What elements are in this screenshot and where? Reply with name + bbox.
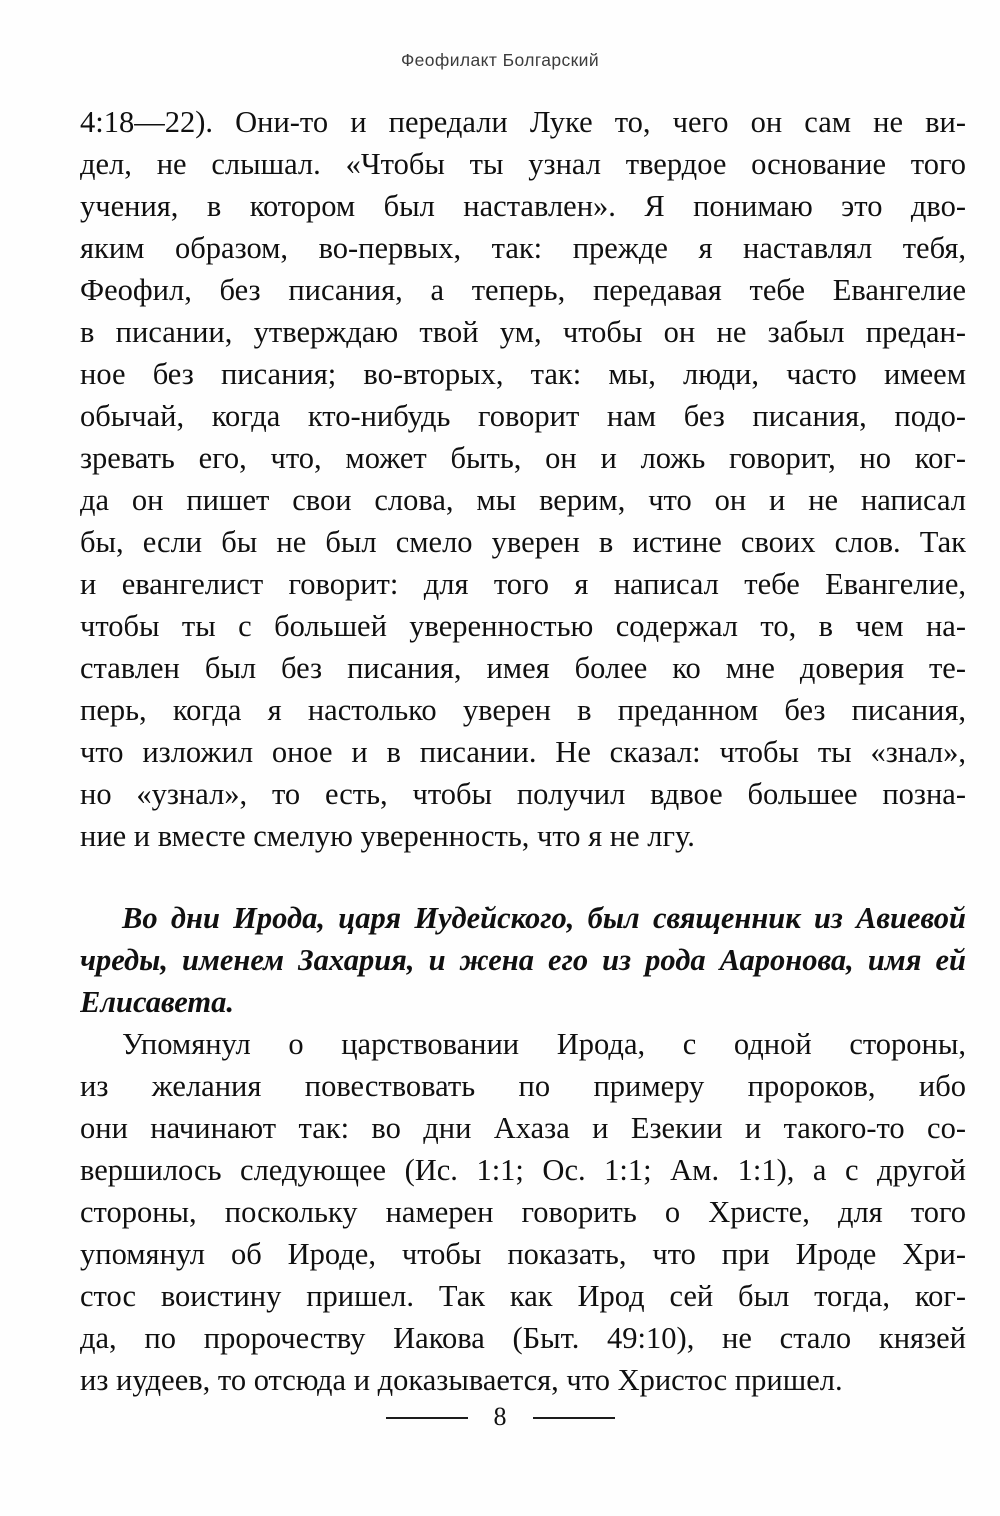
page-number: 8 (493, 1402, 507, 1431)
text-line: Феофил, без писания, а теперь, передавая тебе Евангелие (80, 273, 966, 307)
text-line: но «узнал», то есть, чтобы получил вдвое большее позна- (80, 777, 966, 811)
running-header: Феофилакт Болгарский (400, 50, 600, 70)
text-line: да, по пророчеству Иакова (Быт. 49:10), не стало князей (80, 1321, 966, 1355)
footer-left-rule (386, 1417, 468, 1420)
text-line: что изложил оное и в писании. Не сказал: чтобы ты «знал», (80, 735, 966, 769)
text-line: учения, в котором был наставлен». Я понимаю это дво- (80, 189, 966, 223)
text-line: упомянул об Ироде, чтобы показать, что при Ироде Хри- (80, 1237, 966, 1271)
text-line: они начинают так: во дни Ахаза и Езекии и такого-то со- (80, 1111, 966, 1145)
text-line: яким образом, во-первых, так: прежде я наставлял тебя, (80, 231, 966, 265)
text-line: чреды, именем Захария, и жена его из рода Ааронова, имя ей (80, 943, 966, 977)
text-line: бы, если бы не был смело уверен в истине своих слов. Так (80, 525, 966, 559)
text-line: из желания повествовать по примеру пророков, ибо (80, 1069, 966, 1103)
text-line: 4:18—22). Они-то и передали Луке то, чего он сам не ви- (80, 105, 966, 139)
paragraph-1 (80, 101, 966, 857)
text-line: из иудеев, то отсюда и доказывается, что Христос пришел. (80, 1363, 843, 1397)
text-line: дел, не слышал. «Чтобы ты узнал твердое основание того (80, 147, 966, 181)
text-line: Во дни Ирода, царя Иудейского, был священник из Авиевой (122, 901, 966, 935)
text-line: в писании, утверждаю твой ум, чтобы он не забыл предан- (80, 315, 966, 349)
text-line: вершилось следующее (Ис. 1:1; Ос. 1:1; Ам. 1:1), а с другой (80, 1153, 966, 1187)
paragraph-3 (80, 1023, 966, 1401)
text-line: да он пишет свои слова, мы верим, что он и не написал (80, 483, 966, 517)
text-line: Упомянул о царствовании Ирода, с одной стороны, (122, 1027, 966, 1061)
text-line: ние и вместе смелую уверенность, что я не лгу. (80, 819, 695, 853)
text-line: зревать его, что, может быть, он и ложь говорит, но ког- (80, 441, 966, 475)
page-footer (0, 1398, 1000, 1438)
text-line: стос воистину пришел. Так как Ирод сей был тогда, ког- (80, 1279, 966, 1313)
text-line: ное без писания; во-вторых, так: мы, люди, часто имеем (80, 357, 966, 391)
body-text-block (80, 101, 966, 1401)
footer-right-rule (533, 1417, 615, 1420)
paragraph-2 (80, 897, 966, 1023)
text-line: чтобы ты с большей уверенностью содержал то, в чем на- (80, 609, 966, 643)
text-line: Елисавета. (80, 985, 234, 1019)
text-line: обычай, когда кто-нибудь говорит нам без писания, подо- (80, 399, 966, 433)
text-line: стороны, поскольку намерен говорить о Христе, для того (80, 1195, 966, 1229)
text-line: и евангелист говорит: для того я написал тебе Евангелие, (80, 567, 966, 601)
text-line: перь, когда я настолько уверен в преданном без писания, (80, 693, 966, 727)
text-line: ставлен был без писания, имея более ко мне доверия те- (80, 651, 966, 685)
